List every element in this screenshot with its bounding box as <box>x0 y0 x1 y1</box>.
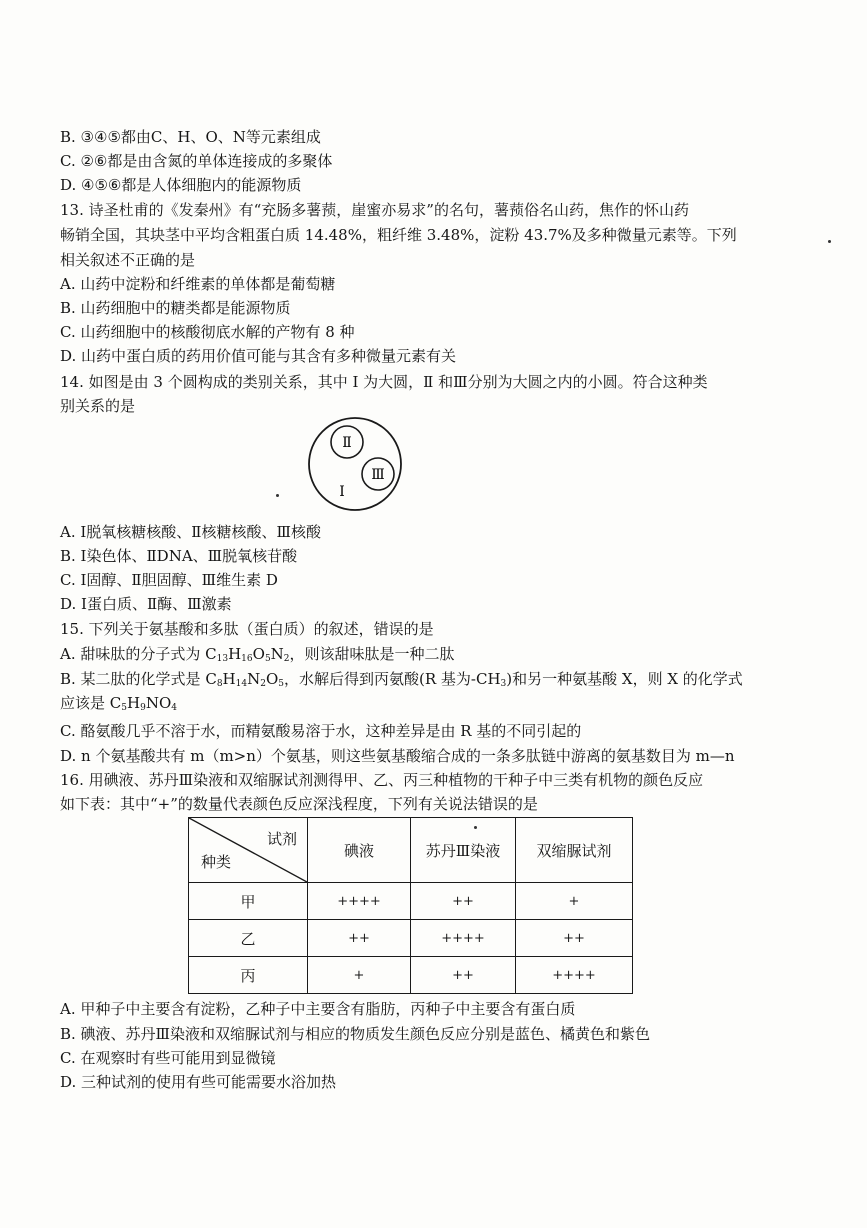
q15-option-b-cont: 应该是 $C_5H_9NO_4$ <box>60 694 177 713</box>
q13-stem-line2: 畅销全国，其块茎中平均含粗蛋白质 14.48%，粗纤维 3.48%，淀粉 43.7%及多种微量元素等。下列 <box>60 226 737 244</box>
q16-option-c: C. 在观察时有些可能用到显微镜 <box>60 1049 276 1067</box>
q14-option-c: C. Ⅰ固醇、Ⅱ胆固醇、Ⅲ维生素 D <box>60 571 278 589</box>
table-cell: ++++ <box>516 957 633 994</box>
table-cell: ++++ <box>411 920 516 957</box>
table-corner-cell <box>189 818 308 883</box>
table-header: 双缩脲试剂 <box>516 818 633 883</box>
big-circle <box>309 418 401 510</box>
table-cell: ++++ <box>308 883 411 920</box>
q15-option-c: C. 酪氨酸几乎不溶于水，而精氨酸易溶于水，这种差异是由 R 基的不同引起的 <box>60 722 582 740</box>
q16-option-a: A. 甲种子中主要含有淀粉，乙种子中主要含有脂肪，丙种子中主要含有蛋白质 <box>60 1000 576 1018</box>
circle-relation-diagram <box>300 416 410 512</box>
label-circle-3: Ⅲ <box>371 467 385 483</box>
table-cell: ++ <box>411 883 516 920</box>
q12-option-d: D. ④⑤⑥都是人体细胞内的能源物质 <box>60 176 302 194</box>
row-kind: 丙 <box>189 957 308 994</box>
q15-option-a: A. 甜味肽的分子式为 $C_{13}H_{16}O_5N_2$，则该甜味肽是一种二肽 <box>60 645 455 664</box>
q15-stem: 15. 下列关于氨基酸和多肽（蛋白质）的叙述，错误的是 <box>60 620 434 638</box>
table-cell: ++ <box>308 920 411 957</box>
q13-option-b: B. 山药细胞中的糖类都是能源物质 <box>60 299 291 317</box>
q16-option-b: B. 碘液、苏丹Ⅲ染液和双缩脲试剂与相应的物质发生颜色反应分别是蓝色、橘黄色和紫色 <box>60 1025 651 1043</box>
corner-label-kind: 种类 <box>201 853 232 871</box>
row-kind: 乙 <box>189 920 308 957</box>
q13-option-c: C. 山药细胞中的核酸彻底水解的产物有 8 种 <box>60 323 355 341</box>
q14-option-b: B. Ⅰ染色体、ⅡDNA、Ⅲ脱氧核苷酸 <box>60 547 298 565</box>
q14-option-a: A. Ⅰ脱氧核糖核酸、Ⅱ核糖核酸、Ⅲ核酸 <box>60 523 321 541</box>
table-cell: ++ <box>411 957 516 994</box>
table-row <box>189 883 633 920</box>
scan-speck <box>276 494 279 497</box>
label-circle-2: Ⅱ <box>342 435 352 451</box>
q14-stem-line1: 14. 如图是由 3 个圆构成的类别关系，其中 Ⅰ 为大圆，Ⅱ 和Ⅲ分别为大圆之内的小圆。符合这种类 <box>60 373 708 391</box>
scan-speck <box>828 240 831 243</box>
table-header-row <box>189 818 633 883</box>
q14-stem-line2: 别关系的是 <box>60 397 136 415</box>
label-circle-1: Ⅰ <box>339 484 345 500</box>
q15-option-b: B. 某二肽的化学式是 $C_8H_{14}N_2O_5$，水解后得到丙氨酸(R 基为$-CH_3$)和另一种氨基酸 X，则 X 的化学式 <box>60 670 743 689</box>
q13-stem-line1: 13. 诗圣杜甫的《发秦州》有“充肠多薯蓣，崖蜜亦易求”的名句，薯蓣俗名山药，焦作的怀山药 <box>60 201 689 219</box>
row-kind: 甲 <box>189 883 308 920</box>
q13-option-a: A. 山药中淀粉和纤维素的单体都是葡萄糖 <box>60 275 336 293</box>
table-row <box>189 957 633 994</box>
reaction-table <box>188 817 633 994</box>
q16-stem-line2: 如下表：其中“+”的数量代表颜色反应深浅程度，下列有关说法错误的是 <box>60 795 538 813</box>
corner-label-reagent: 试剂 <box>266 830 297 848</box>
q13-stem-line3: 相关叙述不正确的是 <box>60 251 196 269</box>
table-header: 碘液 <box>308 818 411 883</box>
table-header: 苏丹Ⅲ染液 <box>411 818 516 883</box>
q16-option-d: D. 三种试剂的使用有些可能需要水浴加热 <box>60 1073 337 1091</box>
q15-option-d: D. n 个氨基酸共有 m（m>n）个氨基，则这些氨基酸缩合成的一条多肽链中游离的氨基数目为 m—n <box>60 747 735 765</box>
table-cell: ++ <box>516 920 633 957</box>
q16-stem-line1: 16. 用碘液、苏丹Ⅲ染液和双缩脲试剂测得甲、乙、丙三种植物的干种子中三类有机物的颜色反应 <box>60 771 704 789</box>
q14-option-d: D. Ⅰ蛋白质、Ⅱ酶、Ⅲ激素 <box>60 595 232 613</box>
table-cell: + <box>308 957 411 994</box>
q13-option-d: D. 山药中蛋白质的药用价值可能与其含有多种微量元素有关 <box>60 347 457 365</box>
q12-option-b: B. ③④⑤都由C、H、O、N等元素组成 <box>60 128 321 146</box>
scan-speck <box>474 826 477 829</box>
table-cell: + <box>516 883 633 920</box>
table-row <box>189 920 633 957</box>
q12-option-c: C. ②⑥都是由含氮的单体连接成的多聚体 <box>60 152 333 170</box>
